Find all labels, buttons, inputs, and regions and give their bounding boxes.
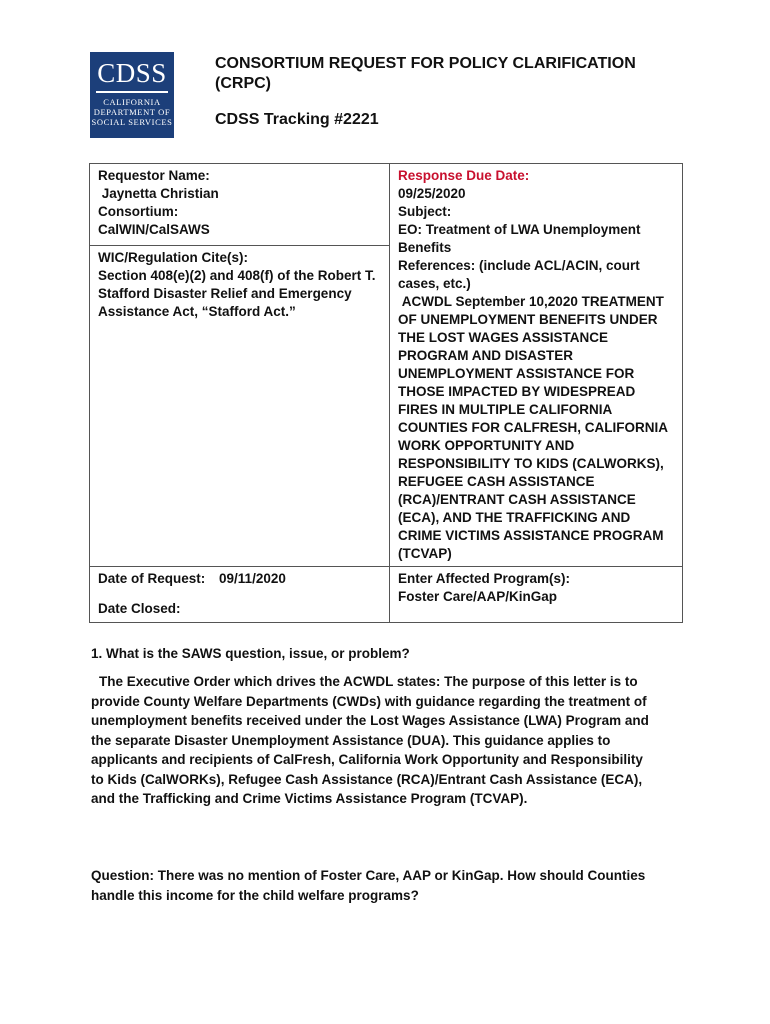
dates-cell <box>90 567 390 623</box>
references-label: References: (include ACL/ACIN, court cases, etc.) <box>398 258 640 291</box>
cdss-logo <box>90 52 174 138</box>
affected-programs-label: Enter Affected Program(s): <box>398 571 571 586</box>
date-closed-label: Date Closed: <box>98 601 181 616</box>
date-of-request-value: 09/11/2020 <box>219 571 286 586</box>
requestor-value: Jaynetta Christian <box>98 186 219 201</box>
response-due-label: Response Due Date: <box>398 168 530 183</box>
response-due-value: 09/25/2020 <box>398 186 466 201</box>
affected-programs-cell <box>390 567 683 623</box>
divider-line <box>90 245 389 246</box>
consortium-value: CalWIN/CalSAWS <box>98 222 210 237</box>
document-title: CONSORTIUM REQUEST FOR POLICY CLARIFICATION (CRPC) <box>215 55 636 92</box>
subject-value: EO: Treatment of LWA Unemployment Benefits <box>398 222 641 255</box>
logo-line-1: CALIFORNIA <box>103 97 161 107</box>
logo-divider <box>96 91 168 93</box>
requestor-label: Requestor Name: <box>98 168 210 183</box>
left-info-cell <box>90 164 390 567</box>
tracking-number: CDSS Tracking #2221 <box>215 111 379 128</box>
consortium-label: Consortium: <box>98 204 179 219</box>
request-info-table <box>89 163 683 623</box>
subject-label: Subject: <box>398 204 452 219</box>
references-value: ACWDL September 10,2020 TREATMENT OF UNEMPLOYMENT BENEFITS UNDER THE LOST WAGES ASSISTANCE PROGRAM AND DISASTER UNEMPLOYMENT ASSISTANCE FOR THOSE IMPACTED BY WIDESPREAD FIRES IN MULTIPLE CALIFORNIA COUNTIES FOR CALFRESH, CALIFORNIA WORK OPPORTUNITY AND RESPONSIBILITY TO KIDS (CALWORKS), REFUGEE CASH ASSISTANCE (RCA)/ENTRANT CASH ASSISTANCE (ECA), AND THE TRAFFICKING AND CRIME VICTIMS ASSISTANCE PROGRAM (TCVAP) <box>398 294 672 561</box>
executive-order-paragraph: The Executive Order which drives the ACWDL states: The purpose of this letter is to provide County Welfare Departments (CWDs) with guidance regarding the treatment of unemployment benefits received under the Lost Wages Assistance (LWA) Program and the separate Disaster Unemployment Assistance (DUA). This guidance applies to applicants and recipients of CalFresh, California Work Opportunity and Responsibility to Kids (CalWORKs), Refugee Cash Assistance (RCA)/Entrant Cash Assistance (ECA), and the Trafficking and Crime Victims Assistance Program (TCVAP). <box>91 674 649 806</box>
question-heading: 1. What is the SAWS question, issue, or problem? <box>91 646 410 661</box>
right-info-cell <box>390 164 683 567</box>
logo-abbr: CDSS <box>97 58 167 88</box>
affected-programs-value: Foster Care/AAP/KinGap <box>398 589 558 604</box>
date-of-request-label: Date of Request: <box>98 571 206 586</box>
wic-label: WIC/Regulation Cite(s): <box>98 250 248 265</box>
logo-line-3: SOCIAL SERVICES <box>91 117 173 127</box>
question-text: Question: There was no mention of Foster Care, AAP or KinGap. How should Counties handle this income for the child welfare programs? <box>91 868 646 903</box>
date-of-request-row <box>98 570 381 588</box>
logo-line-2: DEPARTMENT OF <box>93 107 171 117</box>
wic-value: Section 408(e)(2) and 408(f) of the Robert T. Stafford Disaster Relief and Emergency Assistance Act, “Stafford Act.” <box>98 268 376 319</box>
